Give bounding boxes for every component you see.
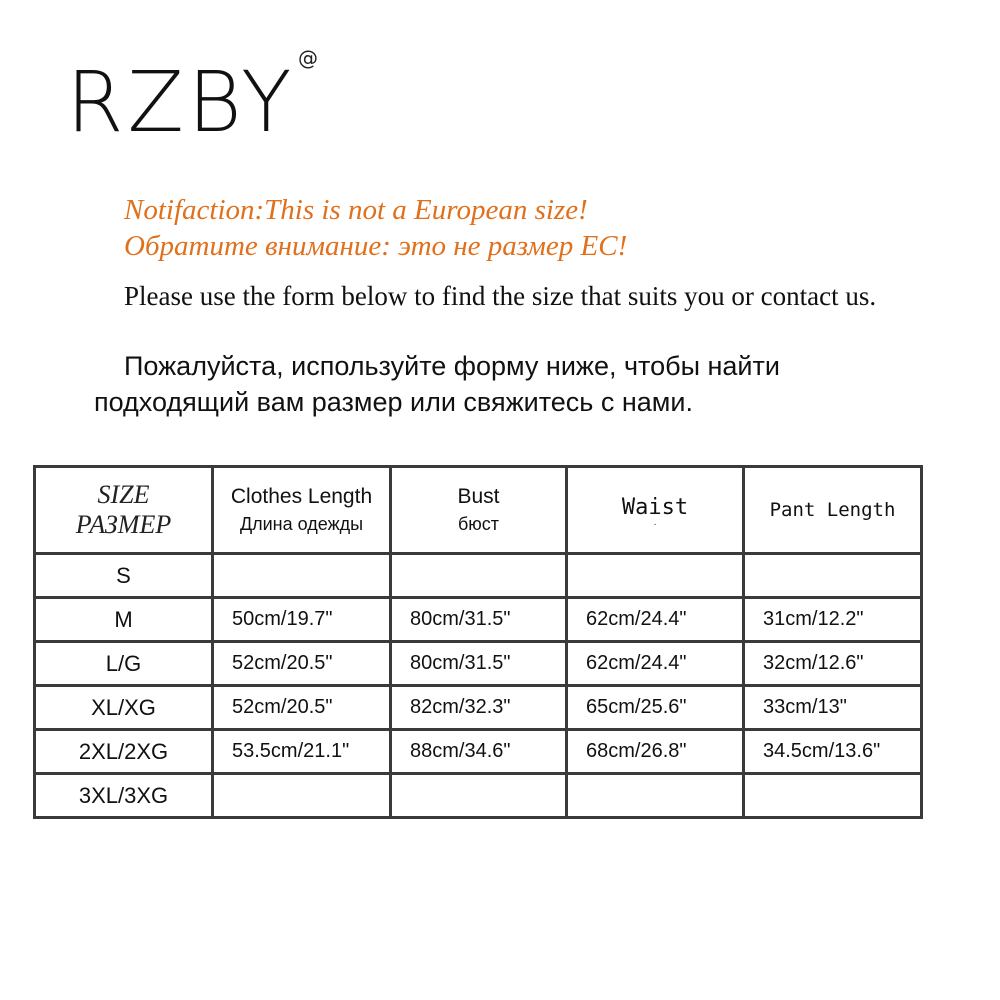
size-notice-ru: Обратите внимание: это не размер ЕС! [124,230,628,262]
cell-pant: 32cm/12.6" [744,642,922,686]
instructions-en: Please use the form below to find the size that suits you or contact us. [124,281,877,311]
size-chart-table [33,465,923,819]
size-notice [124,192,627,264]
header-size [35,467,213,554]
size-label: L/G [35,642,213,686]
header-waist-dot: . [653,516,657,528]
header-bust [391,467,567,554]
table-row [35,686,922,730]
table-row [35,774,922,818]
table-header-row [35,467,922,554]
cell-waist: 68cm/26.8" [567,730,744,774]
header-size-en: SIZE [97,480,150,509]
header-bust-en: Bust [457,485,500,508]
cell-bust [391,774,567,818]
header-pant-length-en: Pant Length [769,499,896,521]
brand-registered-mark: @ [298,46,318,70]
header-waist [567,467,744,554]
cell-length: 52cm/20.5" [213,642,391,686]
cell-waist [567,774,744,818]
header-size-ru: РАЗМЕР [75,510,172,539]
table-row [35,554,922,598]
cell-pant: 33cm/13" [744,686,922,730]
size-label: M [35,598,213,642]
cell-waist [567,554,744,598]
cell-waist: 62cm/24.4" [567,598,744,642]
header-pant-length [744,467,922,554]
header-clothes-length-en: Clothes Length [230,485,373,508]
cell-bust [391,554,567,598]
header-clothes-length-ru: Длина одежды [239,514,364,534]
cell-length [213,774,391,818]
header-bust-ru: бюст [457,514,500,534]
cell-waist: 62cm/24.4" [567,642,744,686]
cell-length: 52cm/20.5" [213,686,391,730]
cell-bust: 80cm/31.5" [391,642,567,686]
brand-logo: RZBY [66,53,296,151]
instructions-ru: Пожалуйста, используйте форму ниже, чтобы найти подходящий вам размер или свяжитесь с нами. [94,351,780,417]
cell-waist: 65cm/25.6" [567,686,744,730]
table-row [35,642,922,686]
size-notice-en: Notifaction:This is not a European size! [124,194,588,226]
size-label: 2XL/2XG [35,730,213,774]
size-rows [35,554,922,818]
table-row [35,730,922,774]
cell-pant [744,774,922,818]
cell-length: 53.5cm/21.1" [213,730,391,774]
cell-bust: 82cm/32.3" [391,686,567,730]
size-label: XL/XG [35,686,213,730]
cell-bust: 80cm/31.5" [391,598,567,642]
cell-length [213,554,391,598]
table-row [35,598,922,642]
cell-pant: 31cm/12.2" [744,598,922,642]
size-label: S [35,554,213,598]
cell-pant: 34.5cm/13.6" [744,730,922,774]
header-waist-en: Waist [621,494,689,520]
cell-length: 50cm/19.7" [213,598,391,642]
cell-pant [744,554,922,598]
size-label: 3XL/3XG [35,774,213,818]
cell-bust: 88cm/34.6" [391,730,567,774]
header-clothes-length [213,467,391,554]
